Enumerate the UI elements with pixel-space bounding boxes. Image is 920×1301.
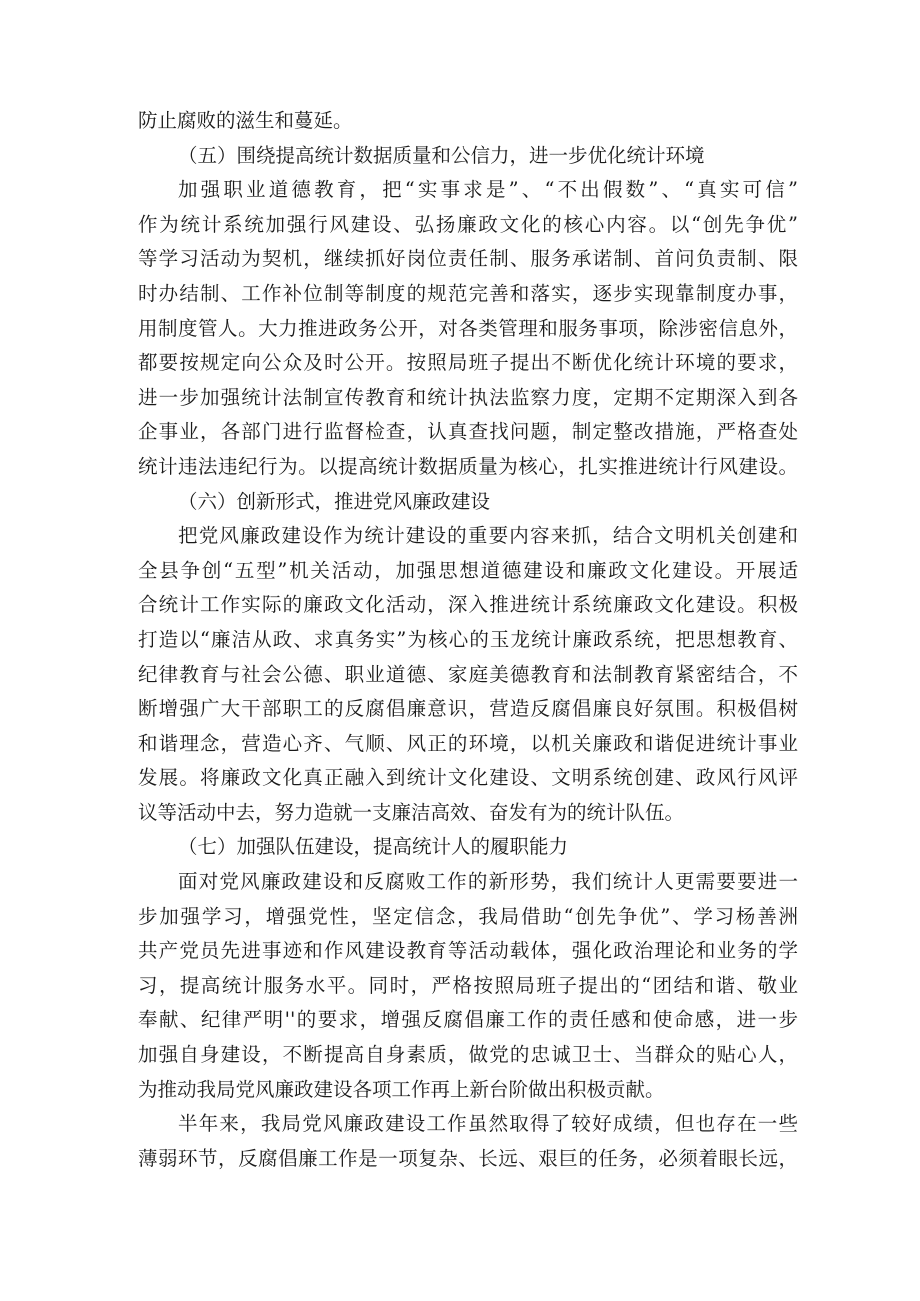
text-line: 步加强学习，增强党性，坚定信念，我局借助“创先争优”、学习杨善洲 — [138, 904, 798, 928]
text-line: 用制度管人。大力推进政务公开，对各类管理和服务事项，除涉密信息外， — [138, 316, 798, 340]
text-line: 企事业，各部门进行监督检查，认真查找问题，制定整改措施，严格查处 — [138, 420, 798, 444]
text-line: 奉献、纪律严明''的要求，增强反腐倡廉工作的责任感和使命感，进一步 — [138, 1008, 798, 1032]
text-line: 等学习活动为契机，继续抓好岗位责任制、服务承诺制、首问负责制、限 — [138, 247, 798, 271]
text-line: 半年来，我局党风廉政建设工作虽然取得了较好成绩，但也存在一些 — [178, 1112, 798, 1136]
text-line: 和谐理念，营造心齐、气顺、风正的环境，以机关廉政和谐促进统计事业 — [138, 731, 798, 755]
text-line: 作为统计系统加强行风建设、弘扬廉政文化的核心内容。以“创先争优” — [138, 212, 798, 236]
text-line: 全县争创“五型”机关活动，加强思想道德建设和廉政文化建设。开展适 — [138, 558, 798, 582]
text-line: 断增强广大干部职工的反腐倡廉意识，营造反腐倡廉良好氛围。积极倡树 — [138, 697, 798, 721]
section-heading: （五）围绕提高统计数据质量和公信力，进一步优化统计环境 — [178, 143, 705, 167]
text-line: 统计违法违纪行为。以提高统计数据质量为核心，扎实推进统计行风建设。 — [138, 454, 798, 478]
text-line: 发展。将廉政文化真正融入到统计文化建设、文明系统创建、政风行风评 — [138, 766, 798, 790]
text-line: 加强职业道德教育，把“实事求是”、“不出假数”、“真实可信” — [178, 178, 798, 202]
text-line: 防止腐败的滋生和蔓延。 — [138, 109, 353, 132]
text-line: 为推动我局党风廉政建设各项工作再上新台阶做出积极贡献。 — [138, 1077, 665, 1101]
text-line: 都要按规定向公众及时公开。按照局班子提出不断优化统计环境的要求， — [138, 351, 798, 375]
text-line: 合统计工作实际的廉政文化活动，深入推进统计系统廉政文化建设。积极 — [138, 593, 798, 617]
text-line: 进一步加强统计法制宣传教育和统计执法监察力度，定期不定期深入到各 — [138, 385, 798, 409]
text-line: 打造以“廉洁从政、求真务实”为核心的玉龙统计廉政系统，把思想教育、 — [138, 627, 798, 651]
text-line: 议等活动中去，努力造就一支廉洁高效、奋发有为的统计队伍。 — [138, 800, 685, 824]
text-line: 面对党风廉政建设和反腐败工作的新形势，我们统计人更需要要进一 — [178, 870, 798, 894]
section-heading: （七）加强队伍建设，提高统计人的履职能力 — [178, 835, 569, 859]
text-line: 纪律教育与社会公德、职业道德、家庭美德教育和法制教育紧密结合，不 — [138, 662, 798, 686]
section-heading: （六）创新形式，推进党风廉政建设 — [178, 489, 491, 513]
text-line: 把党风廉政建设作为统计建设的重要内容来抓，结合文明机关创建和 — [178, 524, 798, 548]
document-body — [138, 104, 798, 1176]
text-line: 习，提高统计服务水平。同时，严格按照局班子提出的“团结和谐、敬业 — [138, 973, 798, 997]
text-line: 共产党员先进事迹和作风建设教育等活动载体，强化政治理论和业务的学 — [138, 939, 798, 963]
text-line: 加强自身建设，不断提高自身素质，做党的忠诚卫士、当群众的贴心人， — [138, 1043, 798, 1067]
text-line: 时办结制、工作补位制等制度的规范完善和落实，逐步实现靠制度办事， — [138, 281, 798, 305]
text-line: 薄弱环节，反腐倡廉工作是一项复杂、长远、艰巨的任务，必须着眼长远， — [138, 1146, 798, 1170]
